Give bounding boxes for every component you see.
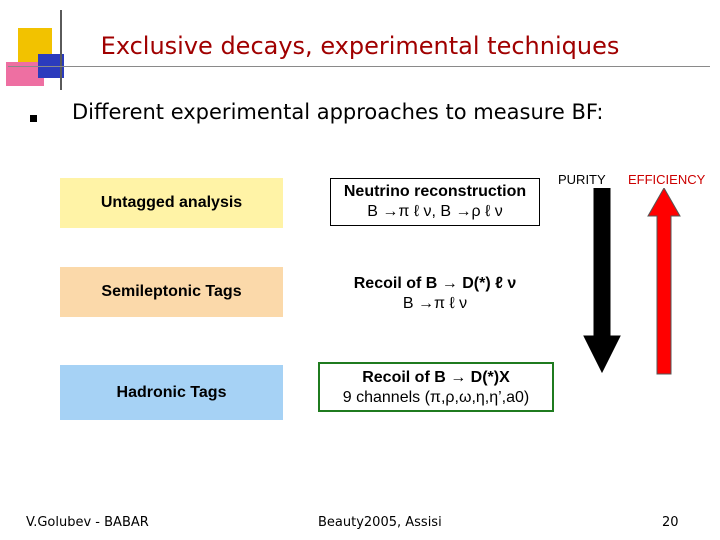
- footer-event: Beauty2005, Assisi: [318, 515, 442, 530]
- hadronic-recoil-box: [318, 362, 554, 412]
- page-number: 20: [662, 515, 679, 530]
- bullet-text: Different experimental approaches to measure BF:: [72, 100, 604, 124]
- title-divider: [8, 66, 710, 67]
- semileptonic-tags-label: Semileptonic Tags: [101, 283, 242, 300]
- hadronic-recoil-channels: 9 channels (π,ρ,ω,η,η’,a0): [342, 389, 530, 406]
- bullet-square-icon: [30, 115, 37, 122]
- efficiency-label: EFFICIENCY: [628, 172, 706, 187]
- semileptonic-tags-box: [60, 267, 283, 317]
- footer-author: V.Golubev - BABAR: [26, 515, 149, 530]
- slide-title: Exclusive decays, experimental techniques: [100, 32, 620, 60]
- untagged-analysis-box: [60, 178, 283, 228]
- semileptonic-recoil-channel: B →π ℓ ν: [402, 295, 468, 312]
- semileptonic-recoil-box: [330, 272, 540, 316]
- hadronic-tags-label: Hadronic Tags: [116, 383, 227, 401]
- hadronic-recoil-title: Recoil of B → D(*)X: [362, 369, 510, 386]
- neutrino-channels: B →π ℓ ν, B →ρ ℓ ν: [367, 203, 503, 220]
- arrows-graphic: [580, 188, 700, 378]
- purity-arrow-down-icon: [584, 188, 620, 372]
- neutrino-reconstruction-box: [330, 178, 540, 226]
- efficiency-arrow-up-icon: [648, 188, 680, 374]
- untagged-analysis-label: Untagged analysis: [100, 194, 243, 211]
- neutrino-title: Neutrino reconstruction: [343, 183, 527, 200]
- semileptonic-recoil-title: Recoil of B → D(*) ℓ ν: [353, 275, 517, 292]
- hadronic-tags-box: [60, 365, 283, 420]
- purity-label: PURITY: [558, 172, 606, 187]
